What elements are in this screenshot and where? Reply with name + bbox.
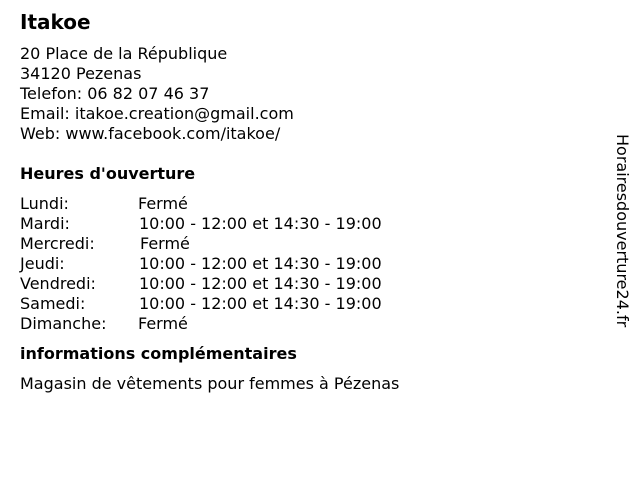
day-label: Samedi:	[20, 294, 86, 313]
business-name: Itakoe	[20, 10, 91, 34]
address-street: 20 Place de la République	[20, 44, 228, 63]
hours-row-tuesday	[20, 214, 600, 234]
hours-row-thursday	[20, 254, 600, 274]
website-text: Web: www.facebook.com/itakoe/	[20, 124, 281, 143]
business-card	[20, 10, 600, 394]
day-label: Lundi:	[20, 194, 69, 213]
hours-row-saturday	[20, 294, 600, 314]
hours-row-friday	[20, 274, 600, 294]
email-text: Email: itakoe.creation@gmail.com	[20, 104, 294, 123]
site-watermark: Horairesdouverture24.fr	[613, 134, 632, 328]
day-label: Vendredi:	[20, 274, 96, 293]
address-city: 34120 Pezenas	[20, 64, 142, 83]
day-hours: 10:00 - 12:00 et 14:30 - 19:00	[139, 214, 382, 233]
day-hours: Fermé	[138, 194, 188, 213]
phone-text: Telefon: 06 82 07 46 37	[20, 84, 210, 103]
day-hours: 10:00 - 12:00 et 14:30 - 19:00	[139, 274, 382, 293]
hours-row-sunday	[20, 314, 600, 334]
day-label: Dimanche:	[20, 314, 107, 333]
day-label: Mardi:	[20, 214, 70, 233]
business-description: Magasin de vêtements pour femmes à Pézenas	[20, 374, 400, 393]
day-label: Jeudi:	[20, 254, 65, 273]
day-hours: Fermé	[138, 314, 188, 333]
day-hours: Fermé	[140, 234, 190, 253]
hours-row-wednesday	[20, 234, 600, 254]
day-hours: 10:00 - 12:00 et 14:30 - 19:00	[139, 294, 382, 313]
day-hours: 10:00 - 12:00 et 14:30 - 19:00	[139, 254, 382, 273]
day-label: Mercredi:	[20, 234, 95, 253]
opening-hours-title: Heures d'ouverture	[20, 164, 196, 183]
additional-info-title: informations complémentaires	[20, 344, 297, 363]
hours-row-monday	[20, 194, 600, 214]
